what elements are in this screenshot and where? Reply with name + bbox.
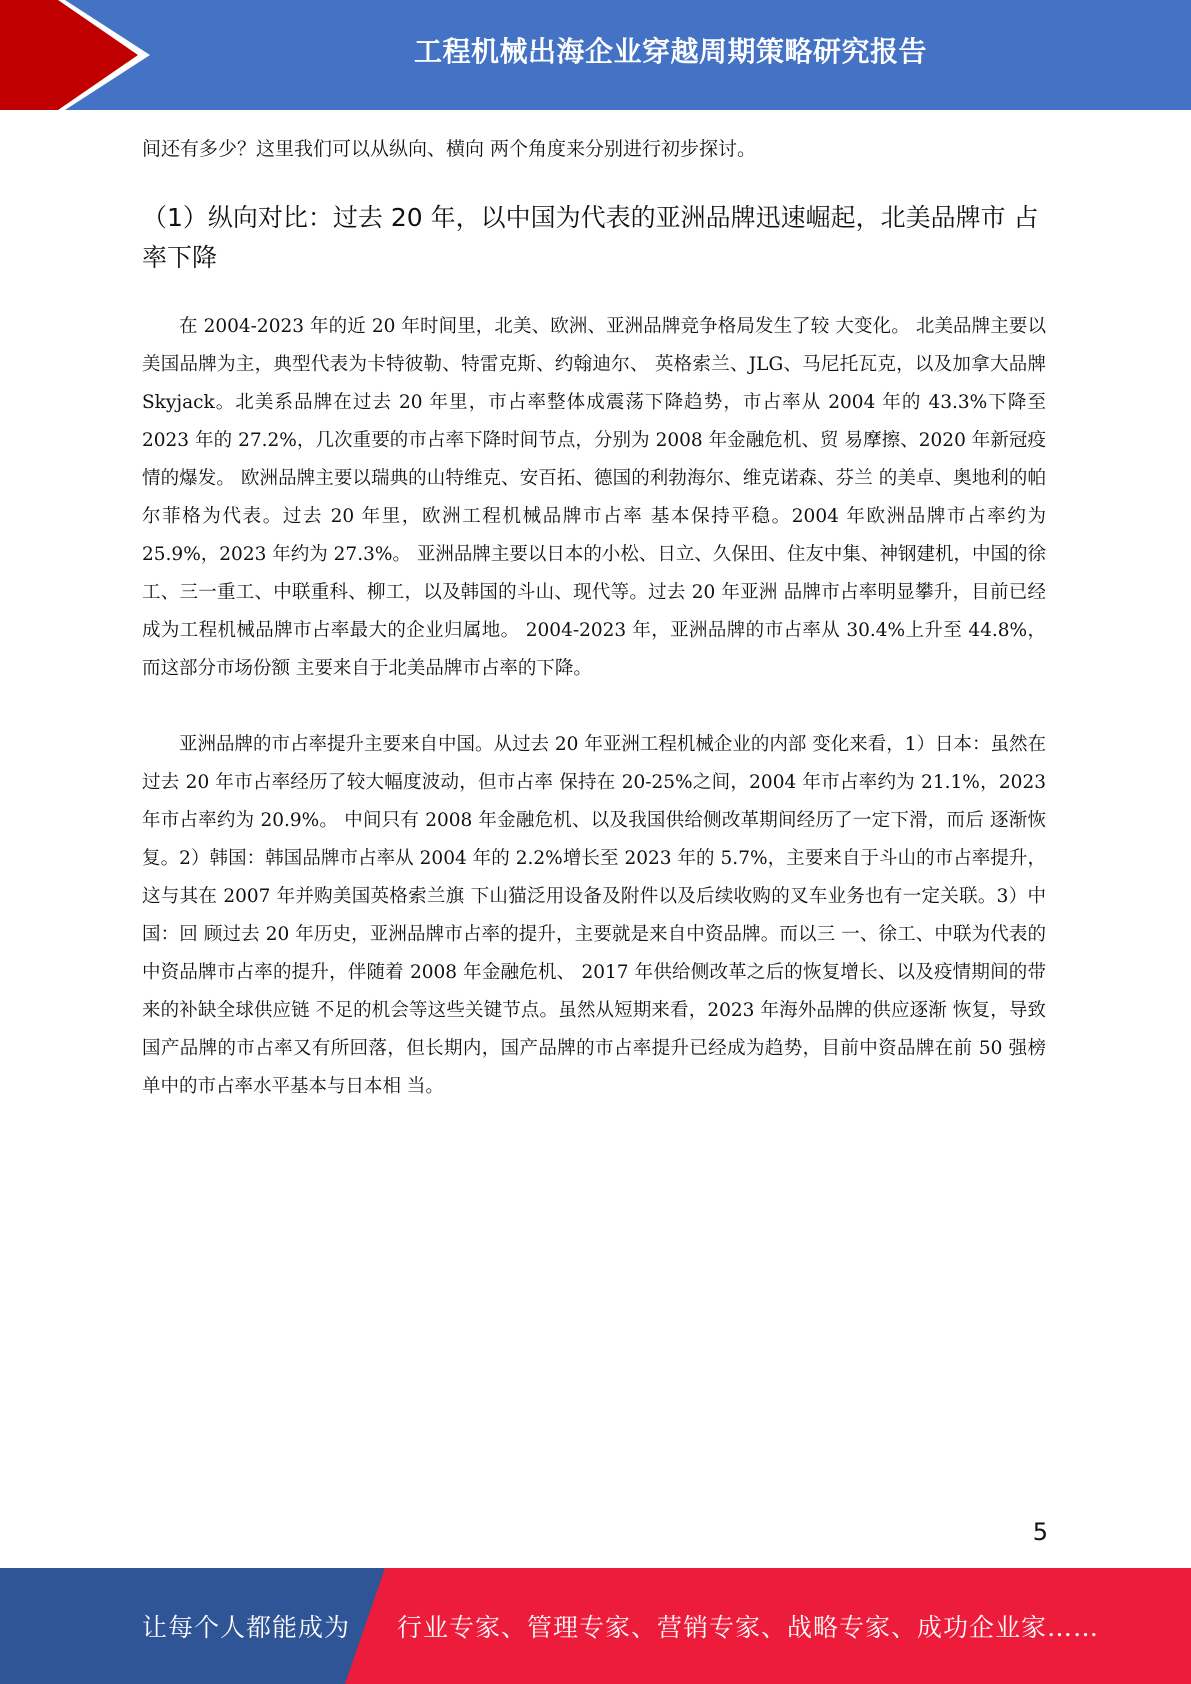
section-heading: （1）纵向对比：过去 20 年，以中国为代表的亚洲品牌迅速崛起，北美品牌市 占率下降 [142, 203, 1039, 272]
page-footer [0, 1568, 1191, 1684]
footer-slogan-left: 让每个人都能成为 [142, 1613, 351, 1642]
footer-slogan-right: 行业专家、管理专家、营销专家、战略专家、成功企业家…… [397, 1613, 1100, 1642]
report-title: 工程机械出海企业穿越周期策略研究报告 [413, 35, 927, 68]
lead-paragraph: 间还有多少？这里我们可以从纵向、横向 两个角度来分别进行初步探讨。 [142, 138, 757, 160]
body-paragraph-1: 在 2004-2023 年的近 20 年时间里，北美、欧洲、亚洲品牌竞争格局发生了较 大变化。 北美品牌主要以美国品牌为主，典型代表为卡特彼勒、特雷克斯、约翰迪尔、 英格索兰、JLG、马尼托瓦克，以及加拿大品牌 Skyjack。北美系品牌在过去 20 年里，市占率整体成震荡下降趋势，市占率从 2004 年的 43.3%下降至 2023 年的 27.2%，几次重要的市占率下降时间节点，分别为 2008 年金融危机、贸 易摩擦、2020 年新冠疫情的爆发。 欧洲品牌主要以瑞典的山特维克、安百拓、德国的利勃海尔、维克诺森、芬兰 的美卓、奥地利的帕尔菲格为代表。过去 20 年里，欧洲工程机械品牌市占率 基本保持平稳。2004 年欧洲品牌市占率约为 25.9%，2023 年约为 27.3%。 亚洲品牌主要以日本的小松、日立、久保田、住友中集、神钢建机，中国的徐 工、三一重工、中联重科、柳工，以及韩国的斗山、现代等。过去 20 年亚洲 品牌市占率明显攀升，目前已经成为工程机械品牌市占率最大的企业归属地。 2004-2023 年，亚洲品牌的市占率从 30.4%上升至 44.8%，而这部分市场份额 主要来自于北美品牌市占率的下降。 [142, 316, 1046, 679]
page-number: 5 [1032, 1518, 1048, 1546]
document-body [142, 130, 1046, 1144]
body-paragraph-2: 亚洲品牌的市占率提升主要来自中国。从过去 20 年亚洲工程机械企业的内部 变化来看，1）日本：虽然在过去 20 年市占率经历了较大幅度波动，但市占率 保持在 20-25%之间，2004 年市占率约为 21.1%，2023 年市占率约为 20.9%。 中间只有 2008 年金融危机、以及我国供给侧改革期间经历了一定下滑，而后 逐渐恢复。2）韩国：韩国品牌市占率从 2004 年的 2.2%增长至 2023 年的 5.7%，主要来自于斗山的市占率提升，这与其在 2007 年并购美国英格索兰旗 下山猫泛用设备及附件以及后续收购的叉车业务也有一定关联。3）中国：回 顾过去 20 年历史，亚洲品牌市占率的提升，主要就是来自中资品牌。而以三 一、徐工、中联为代表的中资品牌市占率的提升，伴随着 2008 年金融危机、 2017 年供给侧改革之后的恢复增长、以及疫情期间的带来的补缺全球供应链 不足的机会等这些关键节点。虽然从短期来看，2023 年海外品牌的供应逐渐 恢复，导致国产品牌的市占率又有所回落，但长期内，国产品牌的市占率提升已经成为趋势，目前中资品牌在前 50 强榜单中的市占率水平基本与日本相 当。 [142, 734, 1046, 1097]
page-header [0, 0, 1191, 110]
